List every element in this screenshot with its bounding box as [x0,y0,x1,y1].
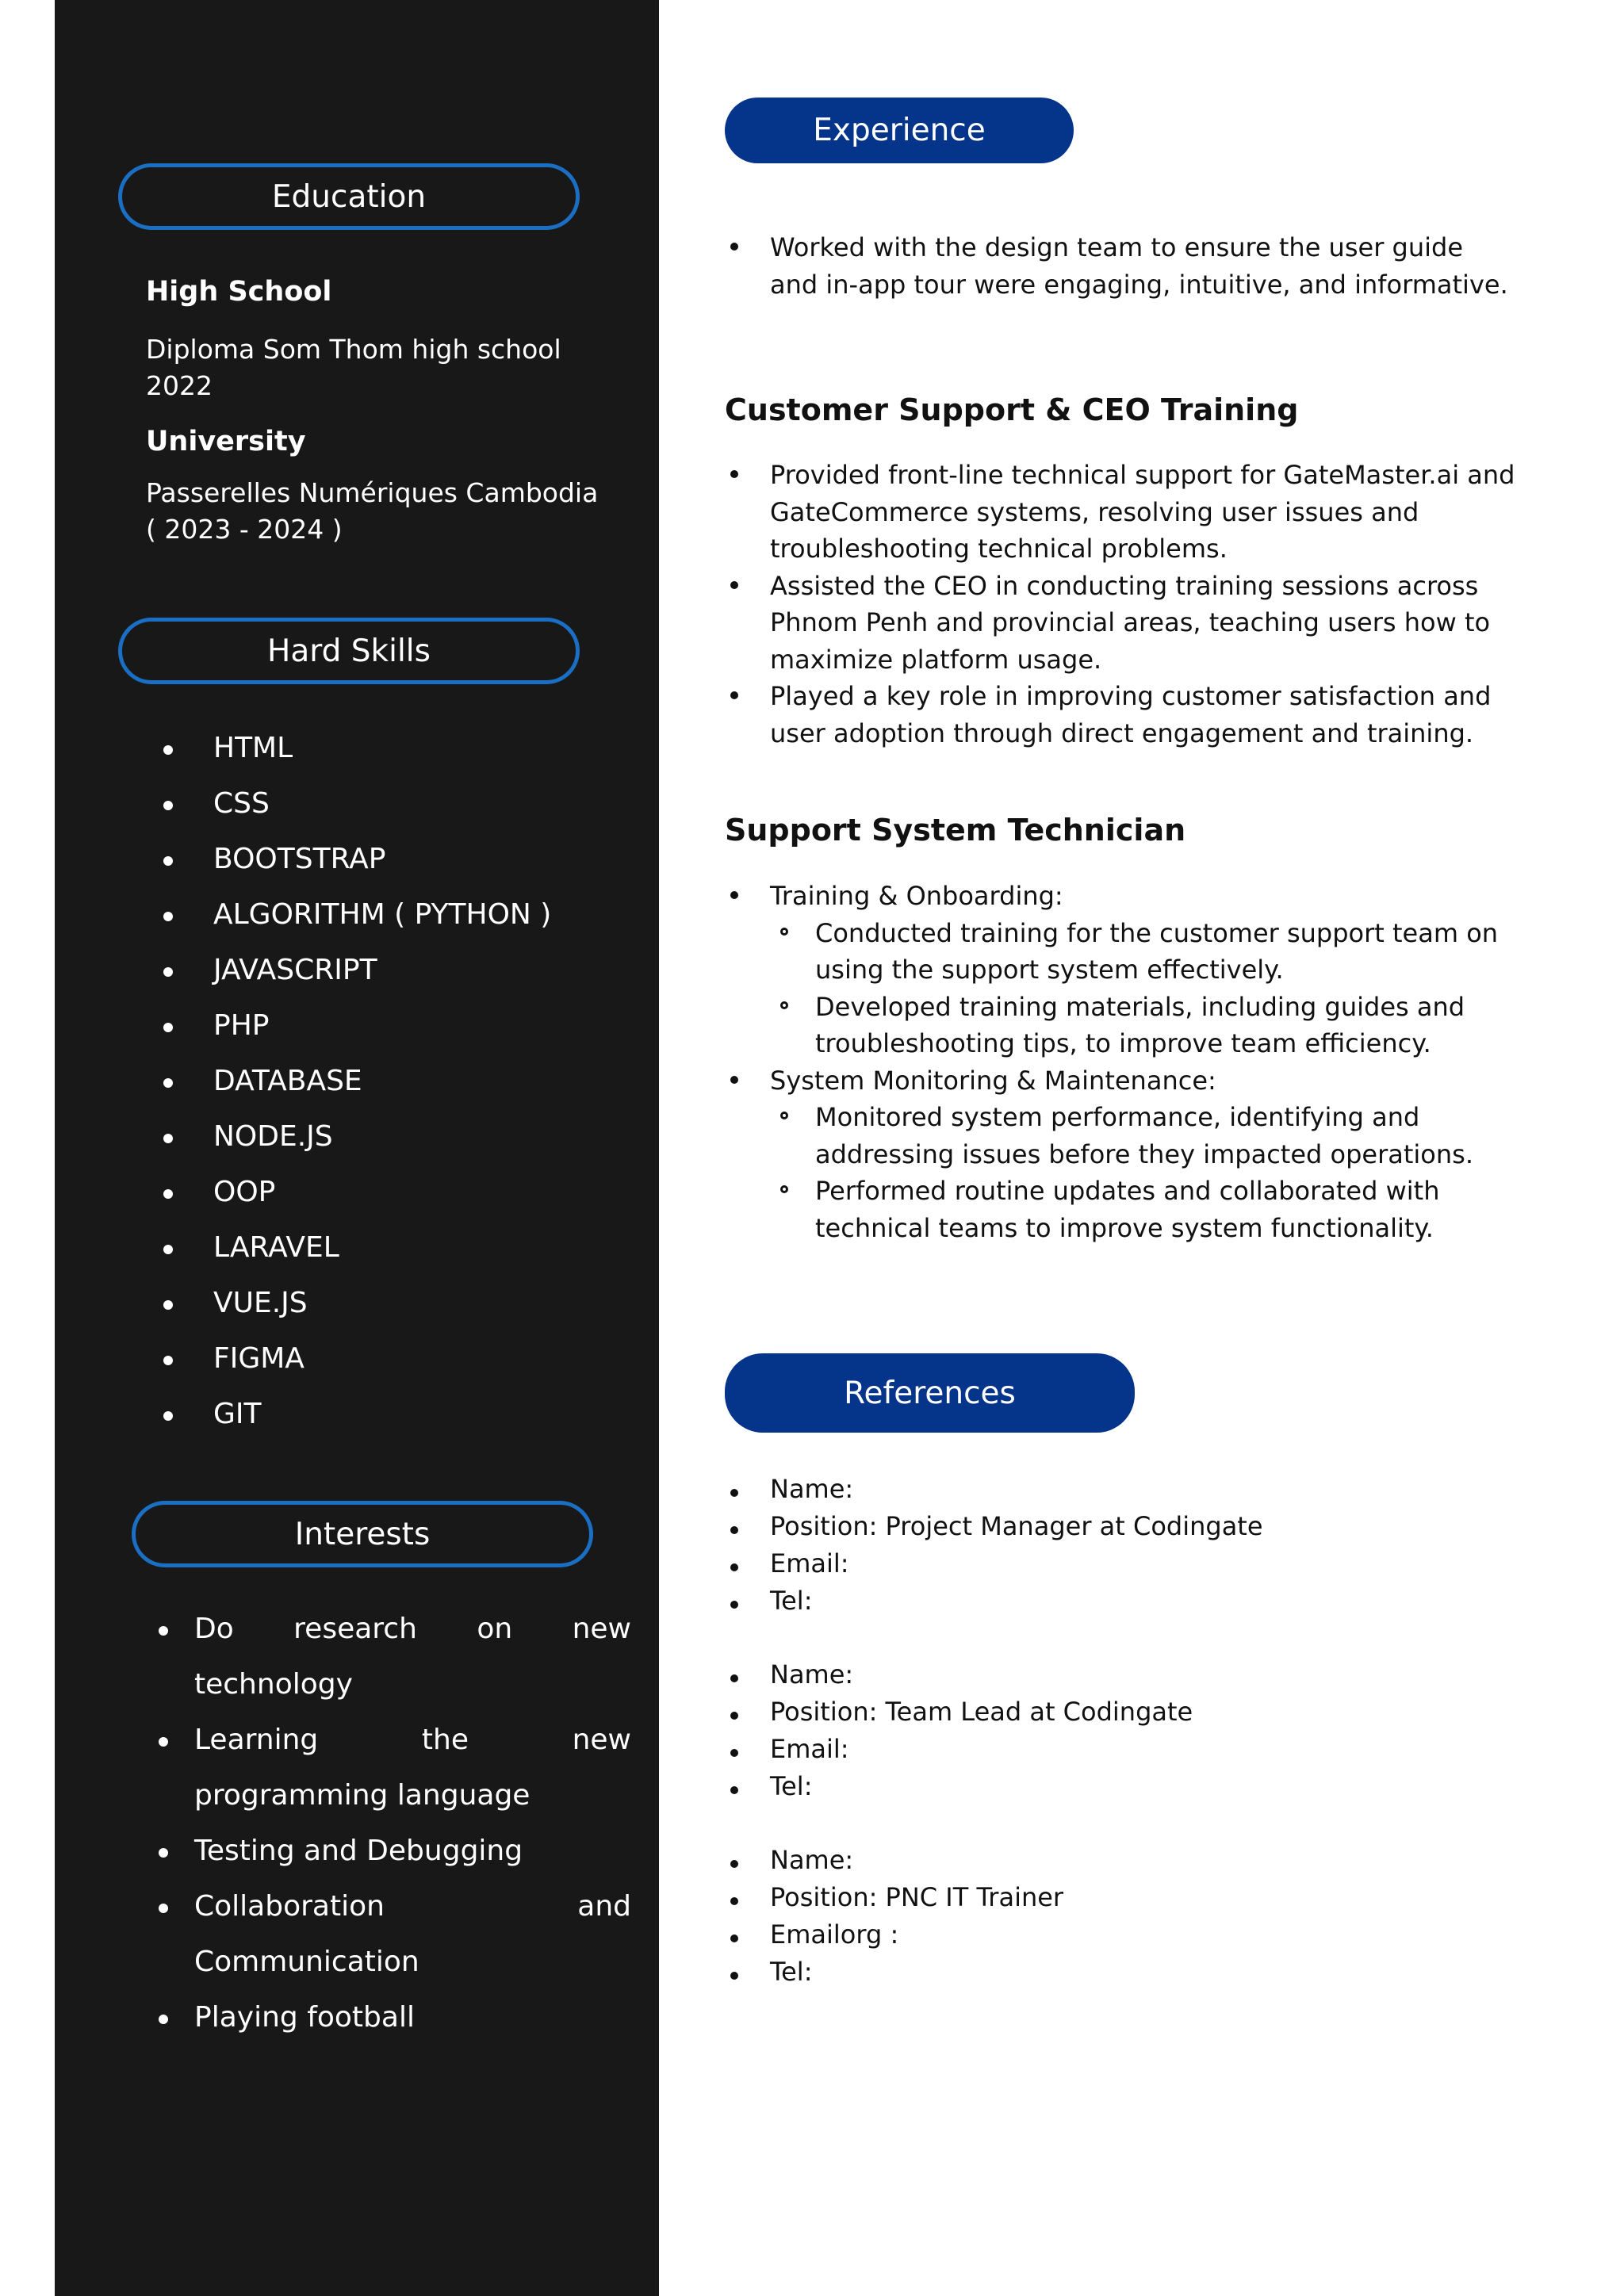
reference-position: Position: Team Lead at Codingate [725,1693,1518,1731]
reference-tel: Tel: [725,1582,1518,1620]
education-heading-pill [118,163,580,230]
hard-skills-heading-pill [118,618,580,684]
reference-name: Name: [725,1656,1518,1693]
experience-heading: Experience [813,113,986,148]
sub-bullet: Performed routine updates and collaborated with technical teams to improve system functionality. [770,1173,1518,1246]
skill-item: DATABASE [163,1054,607,1109]
reference-email: Emailorg : [725,1916,1518,1954]
sub-list [770,1099,1518,1246]
reference-tel: Tel: [725,1954,1518,1991]
customer-support-bullets [725,457,1518,752]
sub-bullet: Conducted training for the customer support team on using the support system effectively. [770,915,1518,989]
skill-item: HTML [163,721,607,776]
hard-skills-heading: Hard Skills [267,633,431,669]
reference-name: Name: [725,1842,1518,1879]
reference-tel: Tel: [725,1768,1518,1805]
experience-heading-pill [725,98,1074,163]
education-heading: Education [271,178,427,215]
experience-intro-list [725,229,1518,303]
role-title-customer-support: Customer Support & CEO Training [725,392,1299,427]
references-list [725,1471,1518,1991]
high-school-diploma: Diploma Som Thom high school [146,334,561,365]
reference-name: Name: [725,1471,1518,1508]
experience-group [725,878,1518,1062]
reference-position: Position: PNC IT Trainer [725,1879,1518,1916]
support-technician-bullets [725,878,1518,1246]
university-heading: University [146,426,306,457]
group-label: System Monitoring & Maintenance: [770,1065,1216,1096]
skill-item: ALGORITHM ( PYTHON ) [163,887,607,943]
references-heading: References [844,1375,1016,1411]
sub-bullet: Developed training materials, including guides and troubleshooting tips, to improve team efficiency. [770,989,1518,1062]
sub-bullet: Monitored system performance, identifying and addressing issues before they impacted operations. [770,1099,1518,1173]
interest-item: Learning the new programming language [159,1712,631,1823]
university-years: ( 2023 - 2024 ) [146,514,343,545]
hard-skills-list [163,721,607,1442]
interests-list [159,1601,631,2045]
interest-item: Do research on new technology [159,1601,631,1712]
experience-group [725,1062,1518,1247]
experience-bullet: Played a key role in improving customer satisfaction and user adoption through direct engagement and training. [725,678,1518,752]
skill-item: NODE.JS [163,1109,607,1165]
skill-item: BOOTSTRAP [163,832,607,887]
university-name: Passerelles Numériques Cambodia [146,477,599,508]
skill-item: JAVASCRIPT [163,943,607,998]
interests-heading-pill [132,1501,593,1567]
skill-item: FIGMA [163,1331,607,1387]
skill-item: OOP [163,1165,607,1220]
references-heading-pill [725,1353,1135,1433]
role-title-support-technician: Support System Technician [725,813,1186,848]
interests-heading: Interests [294,1516,431,1552]
skill-item: VUE.JS [163,1276,607,1331]
interest-item: Testing and Debugging [159,1823,631,1879]
experience-bullet: Worked with the design team to ensure the user guide and in-app tour were engaging, intuitive, and informative. [725,229,1518,303]
skill-item: CSS [163,776,607,832]
group-label: Training & Onboarding: [770,881,1063,911]
skill-item: GIT [163,1387,607,1442]
experience-bullet: Assisted the CEO in conducting training sessions across Phnom Penh and provincial areas, teaching users how to maximize platform usage. [725,568,1518,679]
high-school-heading: High School [146,276,332,308]
high-school-year: 2022 [146,370,213,401]
experience-bullet: Provided front-line technical support for GateMaster.ai and GateCommerce systems, resolving user issues and troubleshooting technical problems. [725,457,1518,568]
reference-email: Email: [725,1731,1518,1768]
interest-item: Playing football [159,1990,631,2045]
reference-position: Position: Project Manager at Codingate [725,1508,1518,1545]
reference-email: Email: [725,1545,1518,1582]
sub-list [770,915,1518,1062]
interest-item: Collaboration and Communication [159,1879,631,1990]
skill-item: PHP [163,998,607,1054]
skill-item: LARAVEL [163,1220,607,1276]
sidebar [55,0,659,2296]
